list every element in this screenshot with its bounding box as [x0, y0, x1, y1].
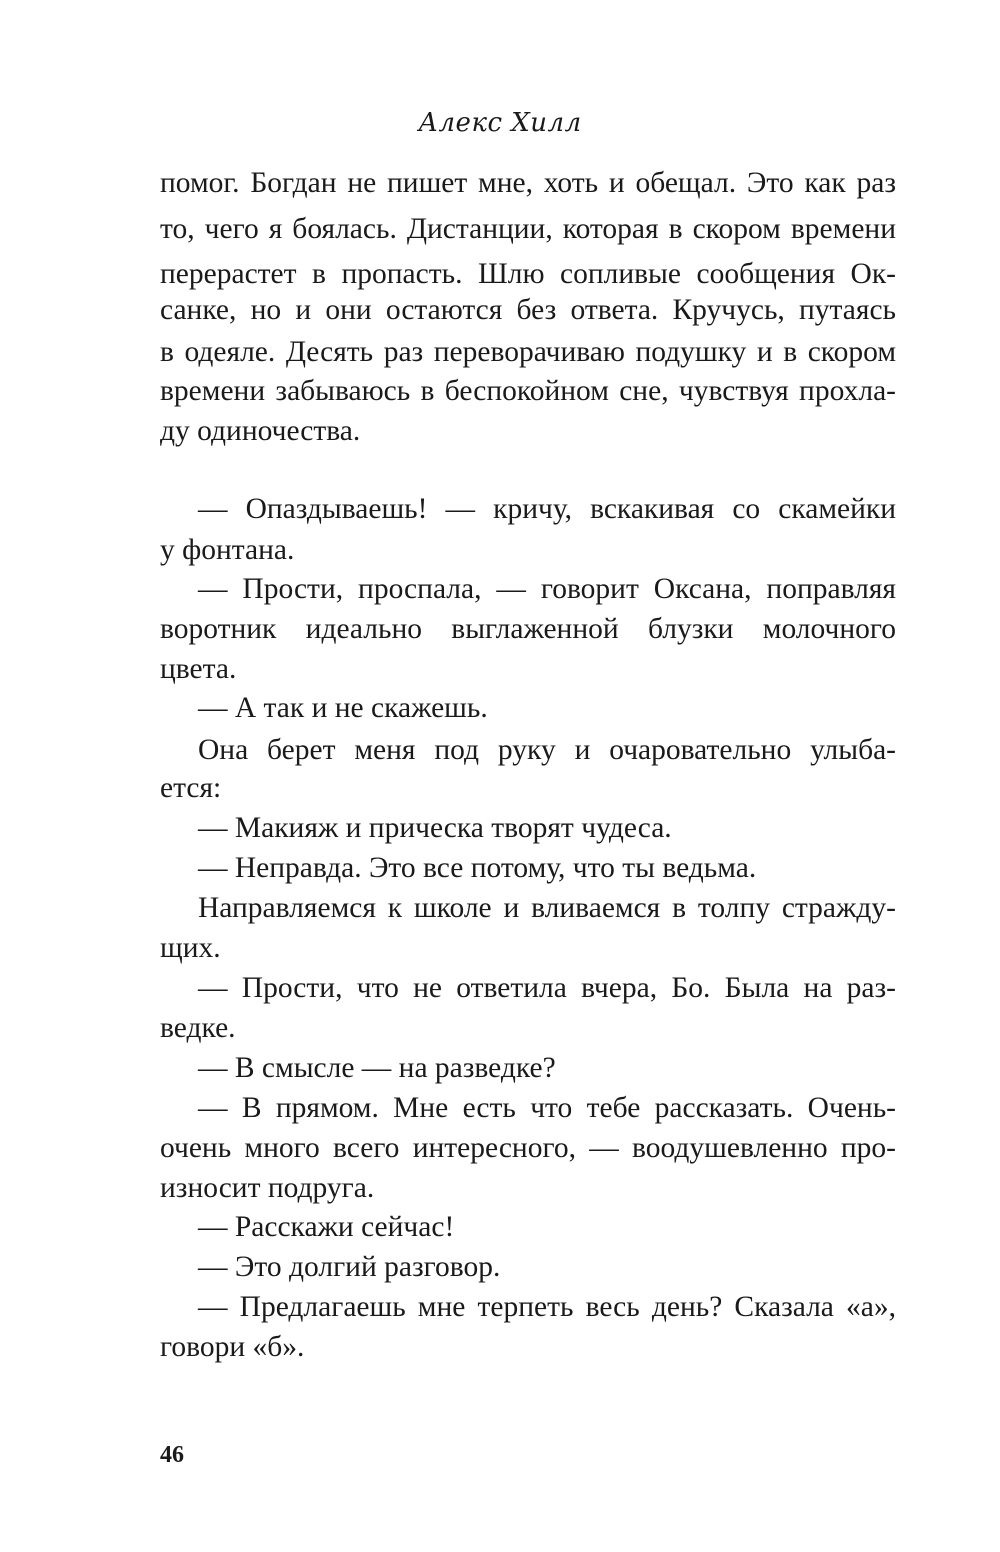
text-line: то, чего я боялась. Дистанции, которая в скором времени — [160, 213, 896, 245]
text-line: перерастет в пропасть. Шлю сопливые сообщения Ок- — [160, 258, 896, 290]
text-line: ется: — [160, 772, 222, 804]
text-line: — Расскажи сейчас! — [198, 1211, 455, 1243]
text-line: Направляемся к школе и вливаемся в толпу стражду- — [198, 892, 896, 924]
page-number: 46 — [160, 1442, 184, 1468]
text-line: — В прямом. Мне есть что тебе рассказать. Очень- — [198, 1092, 896, 1124]
text-line: — В смысле — на разведке? — [198, 1052, 556, 1084]
text-line: времени забываюсь в беспокойном сне, чувствуя прохла- — [160, 375, 896, 407]
text-line: санке, но и они остаются без ответа. Кручусь, путаясь — [160, 294, 896, 326]
text-line: — Неправда. Это все потому, что ты ведьма. — [198, 852, 757, 884]
text-line: — А так и не скажешь. — [198, 692, 488, 724]
text-line: износит подруга. — [160, 1172, 375, 1204]
text-line: помог. Богдан не пишет мне, хоть и обещал. Это как раз — [160, 167, 896, 199]
text-line: в одеяле. Десять раз переворачиваю подушку и в скором — [160, 336, 896, 368]
text-line: — Прости, проспала, — говорит Оксана, поправляя — [198, 573, 896, 605]
text-line: — Опаздываешь! — кричу, вскакивая со скамейки — [198, 493, 896, 525]
text-line: Она берет меня под руку и очаровательно улыба- — [198, 734, 896, 766]
text-line: — Предлагаешь мне терпеть весь день? Сказала «а», — [198, 1291, 896, 1323]
text-line: щих. — [160, 932, 221, 964]
text-line: ду одиночества. — [160, 415, 361, 447]
text-line: воротник идеально выглаженной блузки молочного — [160, 613, 896, 645]
text-line: у фонтана. — [160, 534, 295, 566]
text-line: цвета. — [160, 653, 237, 685]
text-line: ведке. — [160, 1012, 236, 1044]
text-line: очень много всего интересного, — воодушевленно про- — [160, 1132, 896, 1164]
text-line: — Это долгий разговор. — [198, 1251, 501, 1283]
running-head-author: Алекс Хилл — [418, 108, 582, 138]
text-line: — Прости, что не ответила вчера, Бо. Была на раз- — [198, 972, 896, 1004]
text-line: — Макияж и прическа творят чудеса. — [198, 812, 672, 844]
text-line: говори «б». — [160, 1331, 305, 1363]
